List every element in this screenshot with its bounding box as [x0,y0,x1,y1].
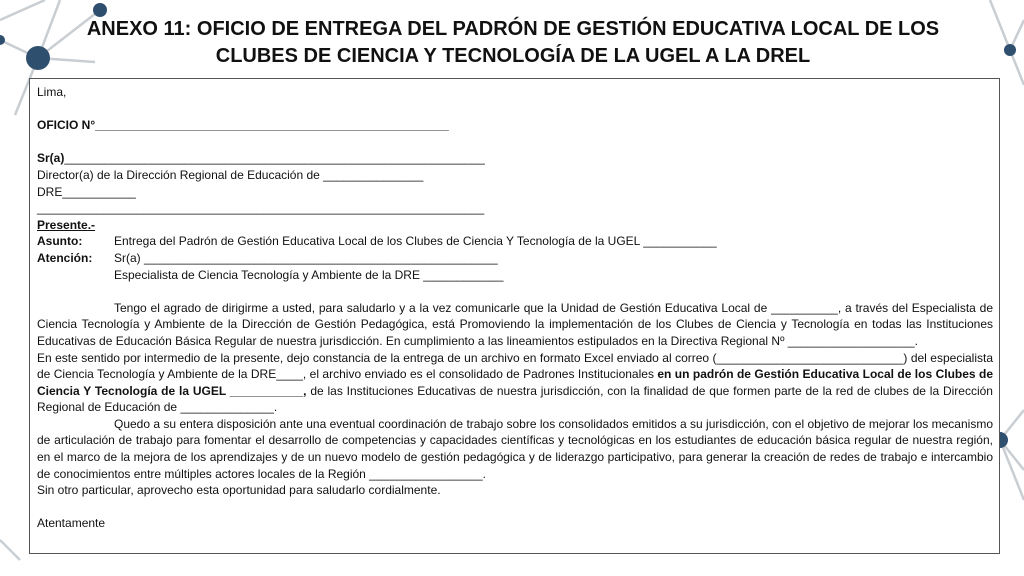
title-line-2: CLUBES DE CIENCIA Y TECNOLOGÍA DE LA UGEL A LA DREL [215,45,811,67]
closing: Atentamente [37,516,106,531]
asunto-row [37,233,993,250]
paragraph-2-part-a: En este sentido por intermedio de la presente, dejo constancia de la entrega de un archivo en formato Excel enviado al correo (____________________________) del especialista de Ciencia Tecnología y Ambiente de la DRE____, el archivo enviado es el consolidado de Padrones Institucionales [37,350,993,382]
paragraph-2 [37,350,993,416]
page-title [60,16,966,70]
letter-city: Lima, [37,85,67,99]
atencion-text: Sr(a) _____________________________________________________ [114,250,498,265]
atencion-row [37,250,993,267]
recipient-director: Director(a) de la Dirección Regional de Educación de _______________ [37,167,424,182]
paragraph-4: Sin otro particular, aprovecho esta oportunidad para saludarlo cordialmente. [37,483,441,498]
letter-document [29,78,1000,554]
paragraph-2-bold: en un padrón de Gestión Educativa Local de los Clubes de Ciencia Y Tecnología de la UGEL ___________, [37,367,994,398]
network-node [1004,44,1016,56]
network-node [0,35,5,45]
asunto-label: Asunto: [37,234,83,249]
recipient-blank: _______________________________________________________________ [64,151,485,166]
recipient-prefix: Sr(a) [37,151,65,166]
atencion-role: Especialista de Ciencia Tecnología y Ambiente de la DRE ____________ [114,267,504,282]
paragraph-3: Quedo a su entera disposición ante una eventual coordinación de trabajo sobre los consolidados emitidos a su jurisdicción, con el objetivo de mejorar los mecanismo de articulación de trabajo para fomentar el desarrollo de competencias y capacidades científicas y tecnológicas en los estudiantes de educación básica regular de nuestra región, en el marco de la mejora de los aprendizajes y de un nuevo modelo de gestión pedagógica y de liderazgo participativo, para generar la creación de redes de trabajo e intercambio de conocimientos entre múltiples actores locales de la Región _________________. [37,416,993,481]
paragraph-1: Tengo el agrado de dirigirme a usted, para saludarlo y a la vez comunicarle que la Unidad de Gestión Educativa Local de __________, a través del Especialista de Ciencia Tecnología y Ambiente de la Dirección de Gestión Pedagógica, está Promoviendo la implementación de los Clubes de Ciencia y Tecnología en todas las Instituciones Educativas de Educación Básica Regular de nuestra jurisdicción. En cumplimiento a las lineamientos estipulados en la Directiva Regional Nº ___________________. [37,300,993,348]
presente: Presente.- [37,217,96,232]
atencion-label: Atención: [37,250,93,265]
network-node [26,46,50,70]
paragraph-2-part-c: de las Instituciones Educativas de nuestra jurisdicción, con la finalidad de que formen parte de la red de clubes de la Dirección Regional de Educación de ______________. [37,383,993,415]
recipient-extra-line: ___________________________________________________________________ [37,201,485,216]
title-line-1: ANEXO 11: OFICIO DE ENTREGA DEL PADRÓN DE GESTIÓN EDUCATIVA LOCAL DE LOS [86,18,940,40]
network-node [93,3,107,17]
recipient-line [37,150,993,167]
oficio-number: OFICIO N°_____________________________________________________ [37,118,449,133]
asunto-text: Entrega del Padrón de Gestión Educativa Local de los Clubes de Ciencia Y Tecnología de la UGEL ___________ [114,234,717,249]
recipient-dre: DRE___________ [37,184,136,199]
